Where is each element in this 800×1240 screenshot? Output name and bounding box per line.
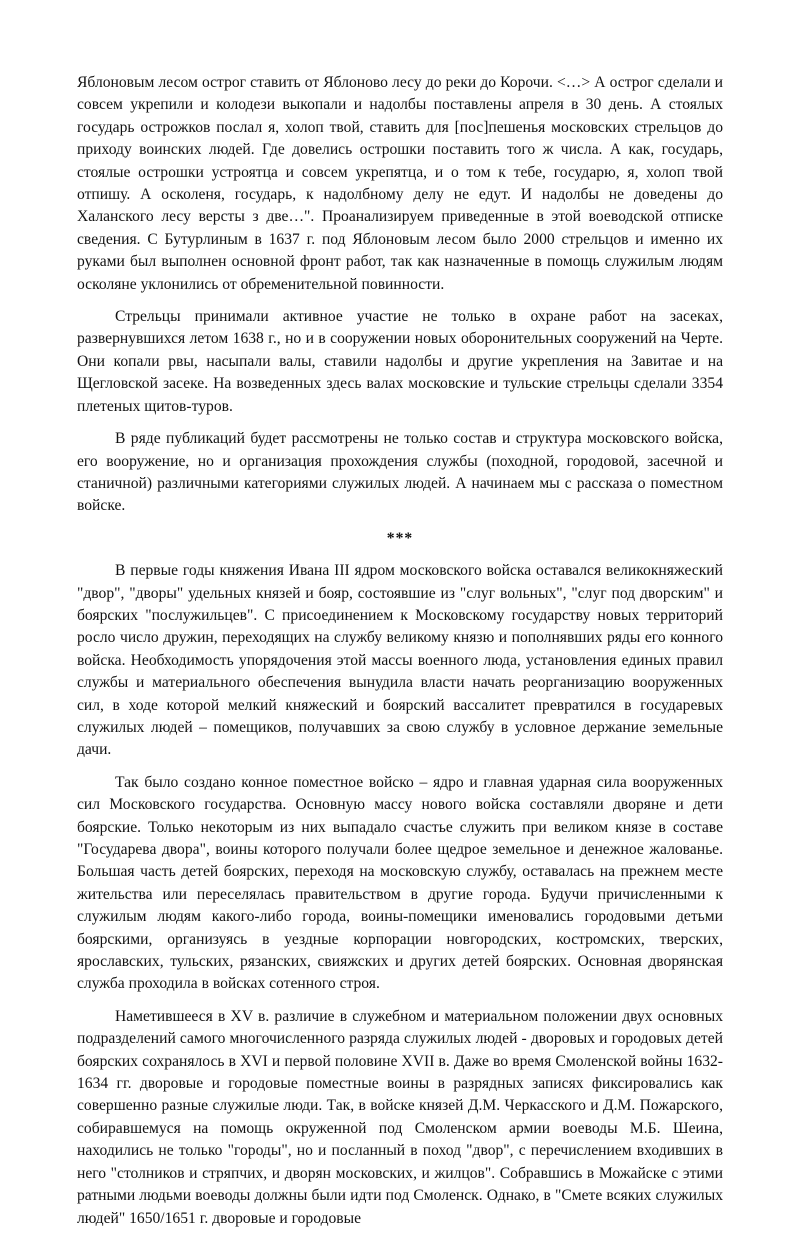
- paragraph-ivan-iii: В первые годы княжения Ивана III ядром московского войска оставался великокняжеский "двор", "дворы" удельных князей и бояр, состоявшие из "слуг вольных", "слуг под дворским" и боярских "послужильцев". С присоединением к Московскому государству новых территорий росло число дружин, переходящих на службу великому князю и пополнявших ряды его конного войска. Необходимость упорядочения этой массы военного люда, установления единых правил службы и материального обеспечения вынудила власти начать реорганизацию вооруженных сил, в ходе которой мелкий княжеский и боярский вассалитет превратился в государевых служилых людей – помещиков, получавших за свою службу в условное держание земельные дачи.: [77, 562, 723, 759]
- paragraph-xv-century: Наметившееся в XV в. различие в служебном и материальном положении двух основных подразделений самого многочисленного разряда служилых людей - дворовых и городовых детей боярских сохранялось в XVI и первой половине XVII в. Даже во время Смоленской войны 1632-1634 гг. дворовые и городовые поместные воины в разрядных записях фиксировались как совершенно разные служилые люди. Так, в войске князей Д.М. Черкасского и Д.М. Пожарского, собиравшемуся на помощь окруженной под Смоленском армии воеводы М.Б. Шеина, находились не только "городы", но и посланный в поход "двор", с перечислением входивших в него "столников и стряпчих, и дворян московских, и жилцов". Собравшись в Можайске с этими ратными людьми воеводы должны были идти под Смоленск. Однако, в "Смете всяких служилых людей" 1650/1651 г. дворовые и городовые: [77, 1007, 723, 1227]
- paragraph-publications: В ряде публикаций будет рассмотрены не только состав и структура московского войска, его вооружение, но и организация прохождения службы (походной, городовой, засечной и станичной) различными категориями служилых людей. А начинаем мы с рассказа о поместном войске.: [77, 430, 723, 515]
- document-page: [77, 72, 723, 1240]
- paragraph-streltsy: Стрельцы принимали активное участие не только в охране работ на засеках, развернувшихся летом 1638 г., но и в сооружении новых оборонительных сооружений на Черте. Они копали рвы, насыпали валы, ставили надолбы и другие укрепления на Завитае и на Щегловской засеке. На возведенных здесь валах московские и тульские стрельцы сделали 3354 плетеных щитов-туров.: [77, 308, 723, 415]
- paragraph-pomestnoe-voisko: Так было создано конное поместное войско – ядро и главная ударная сила вооруженных сил Московского государства. Основную массу нового войска составляли дворяне и дети боярские. Только некоторым из них выпадало счастье служить при великом князе в составе "Государева двора", воины которого получали более щедрое земельное и денежное жалованье. Большая часть детей боярских, переходя на московскую службу, оставалась на прежнем месте жительства или переселялась правительством в другие города. Будучи причисленными к служилым людям какого-либо города, воины-помещики именовались городовыми детьми боярскими, организуясь в уездные корпорации новгородских, костромских, тверских, ярославских, тульских, рязанских, свияжских и других детей боярских. Основная дворянская служба проходила в войсках сотенного строя.: [77, 773, 723, 993]
- paragraph-continuation: Яблоновым лесом острог ставить от Яблоново лесу до реки до Корочи. <…> А острог сделали и совсем укрепили и колодези выкопали и надолбы поставлены апреля в 30 день. А стоялых государь острожков послал я, холоп твой, ставить для [пос]пешенья московских стрельцов до приходу воинских людей. Где довелись острошки поставить того ж числа. А как, государь, стоялые острошки устроятца и совсем укрепятца, и о том к тебе, государю, я, холоп твой отпишу. А осколеня, государь, к надолбному делу не едут. И надолбы не доведены до Халанского лесу версты з две…". Проанализируем приведенные в этой воеводской отписке сведения. С Бутурлиным в 1637 г. под Яблоновым лесом было 2000 стрельцов и именно их руками был выполнен основной фронт работ, так как назначенные в помощь служилым людям осколяне уклонились от обременительной повинности.: [77, 74, 723, 293]
- section-separator: ***: [386, 529, 414, 547]
